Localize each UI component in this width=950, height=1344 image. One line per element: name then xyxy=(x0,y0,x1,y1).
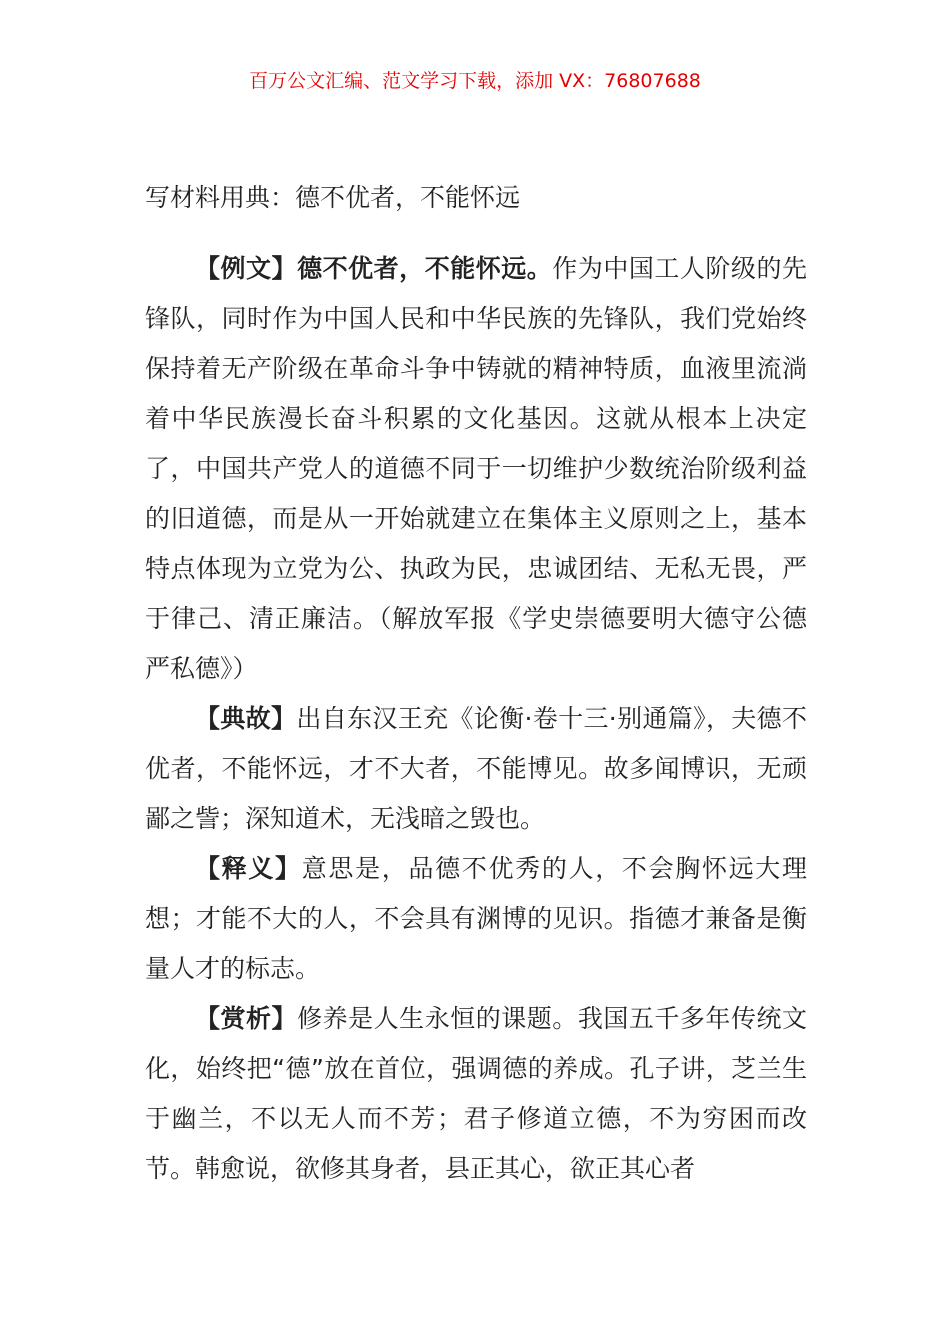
example-lead: 德不优者，不能怀远。 xyxy=(297,254,553,283)
source-paragraph xyxy=(145,694,807,844)
appreciation-body: 修养是人生永恒的课题。我国五千多年传统文化，始终把“德”放在首位，强调德的养成。孔子讲，芝兰生于幽兰，不以无人而不芳；君子修道立德，不为穷困而改节。韩愈说，欲修其身者，县正其心，欲正其心者 xyxy=(145,1004,807,1183)
document-title: 写材料用典：德不优者，不能怀远 xyxy=(145,183,521,212)
source-body: 出自东汉王充《论衡·卷十三·别通篇》，夫德不优者，不能怀远，才不大者，不能博见。故多闻博识，无顽鄙之訾；深知道术，无浅暗之毁也。 xyxy=(145,704,807,833)
meaning-body: 意思是，品德不优秀的人，不会胸怀远大理想；才能不大的人，不会具有渊博的见识。指德才兼备是衡量人才的标志。 xyxy=(145,854,807,983)
example-label: 【例文】 xyxy=(195,254,298,283)
document-body xyxy=(145,178,807,1194)
watermark-header: 百万公文汇编、范文学习下载，添加 VX：76807688 xyxy=(249,70,701,92)
appreciation-paragraph xyxy=(145,994,807,1194)
meaning-paragraph xyxy=(145,844,807,994)
example-body: 作为中国工人阶级的先锋队，同时作为中国人民和中华民族的先锋队，我们党始终保持着无产阶级在革命斗争中铸就的精神特质，血液里流淌着中华民族漫长奋斗积累的文化基因。这就从根本上决定了，中国共产党人的道德不同于一切维护少数统治阶级利益的旧道德，而是从一开始就建立在集体主义原则之上，基本特点体现为立党为公、执政为民，忠诚团结、无私无畏，严于律己、清正廉洁。（解放军报《学史崇德要明大德守公德严私德》） xyxy=(145,254,807,683)
source-label: 【典故】 xyxy=(195,704,297,733)
appreciation-label: 【赏析】 xyxy=(195,1004,298,1033)
meaning-label: 【释义】 xyxy=(195,854,302,883)
example-paragraph xyxy=(145,244,807,694)
